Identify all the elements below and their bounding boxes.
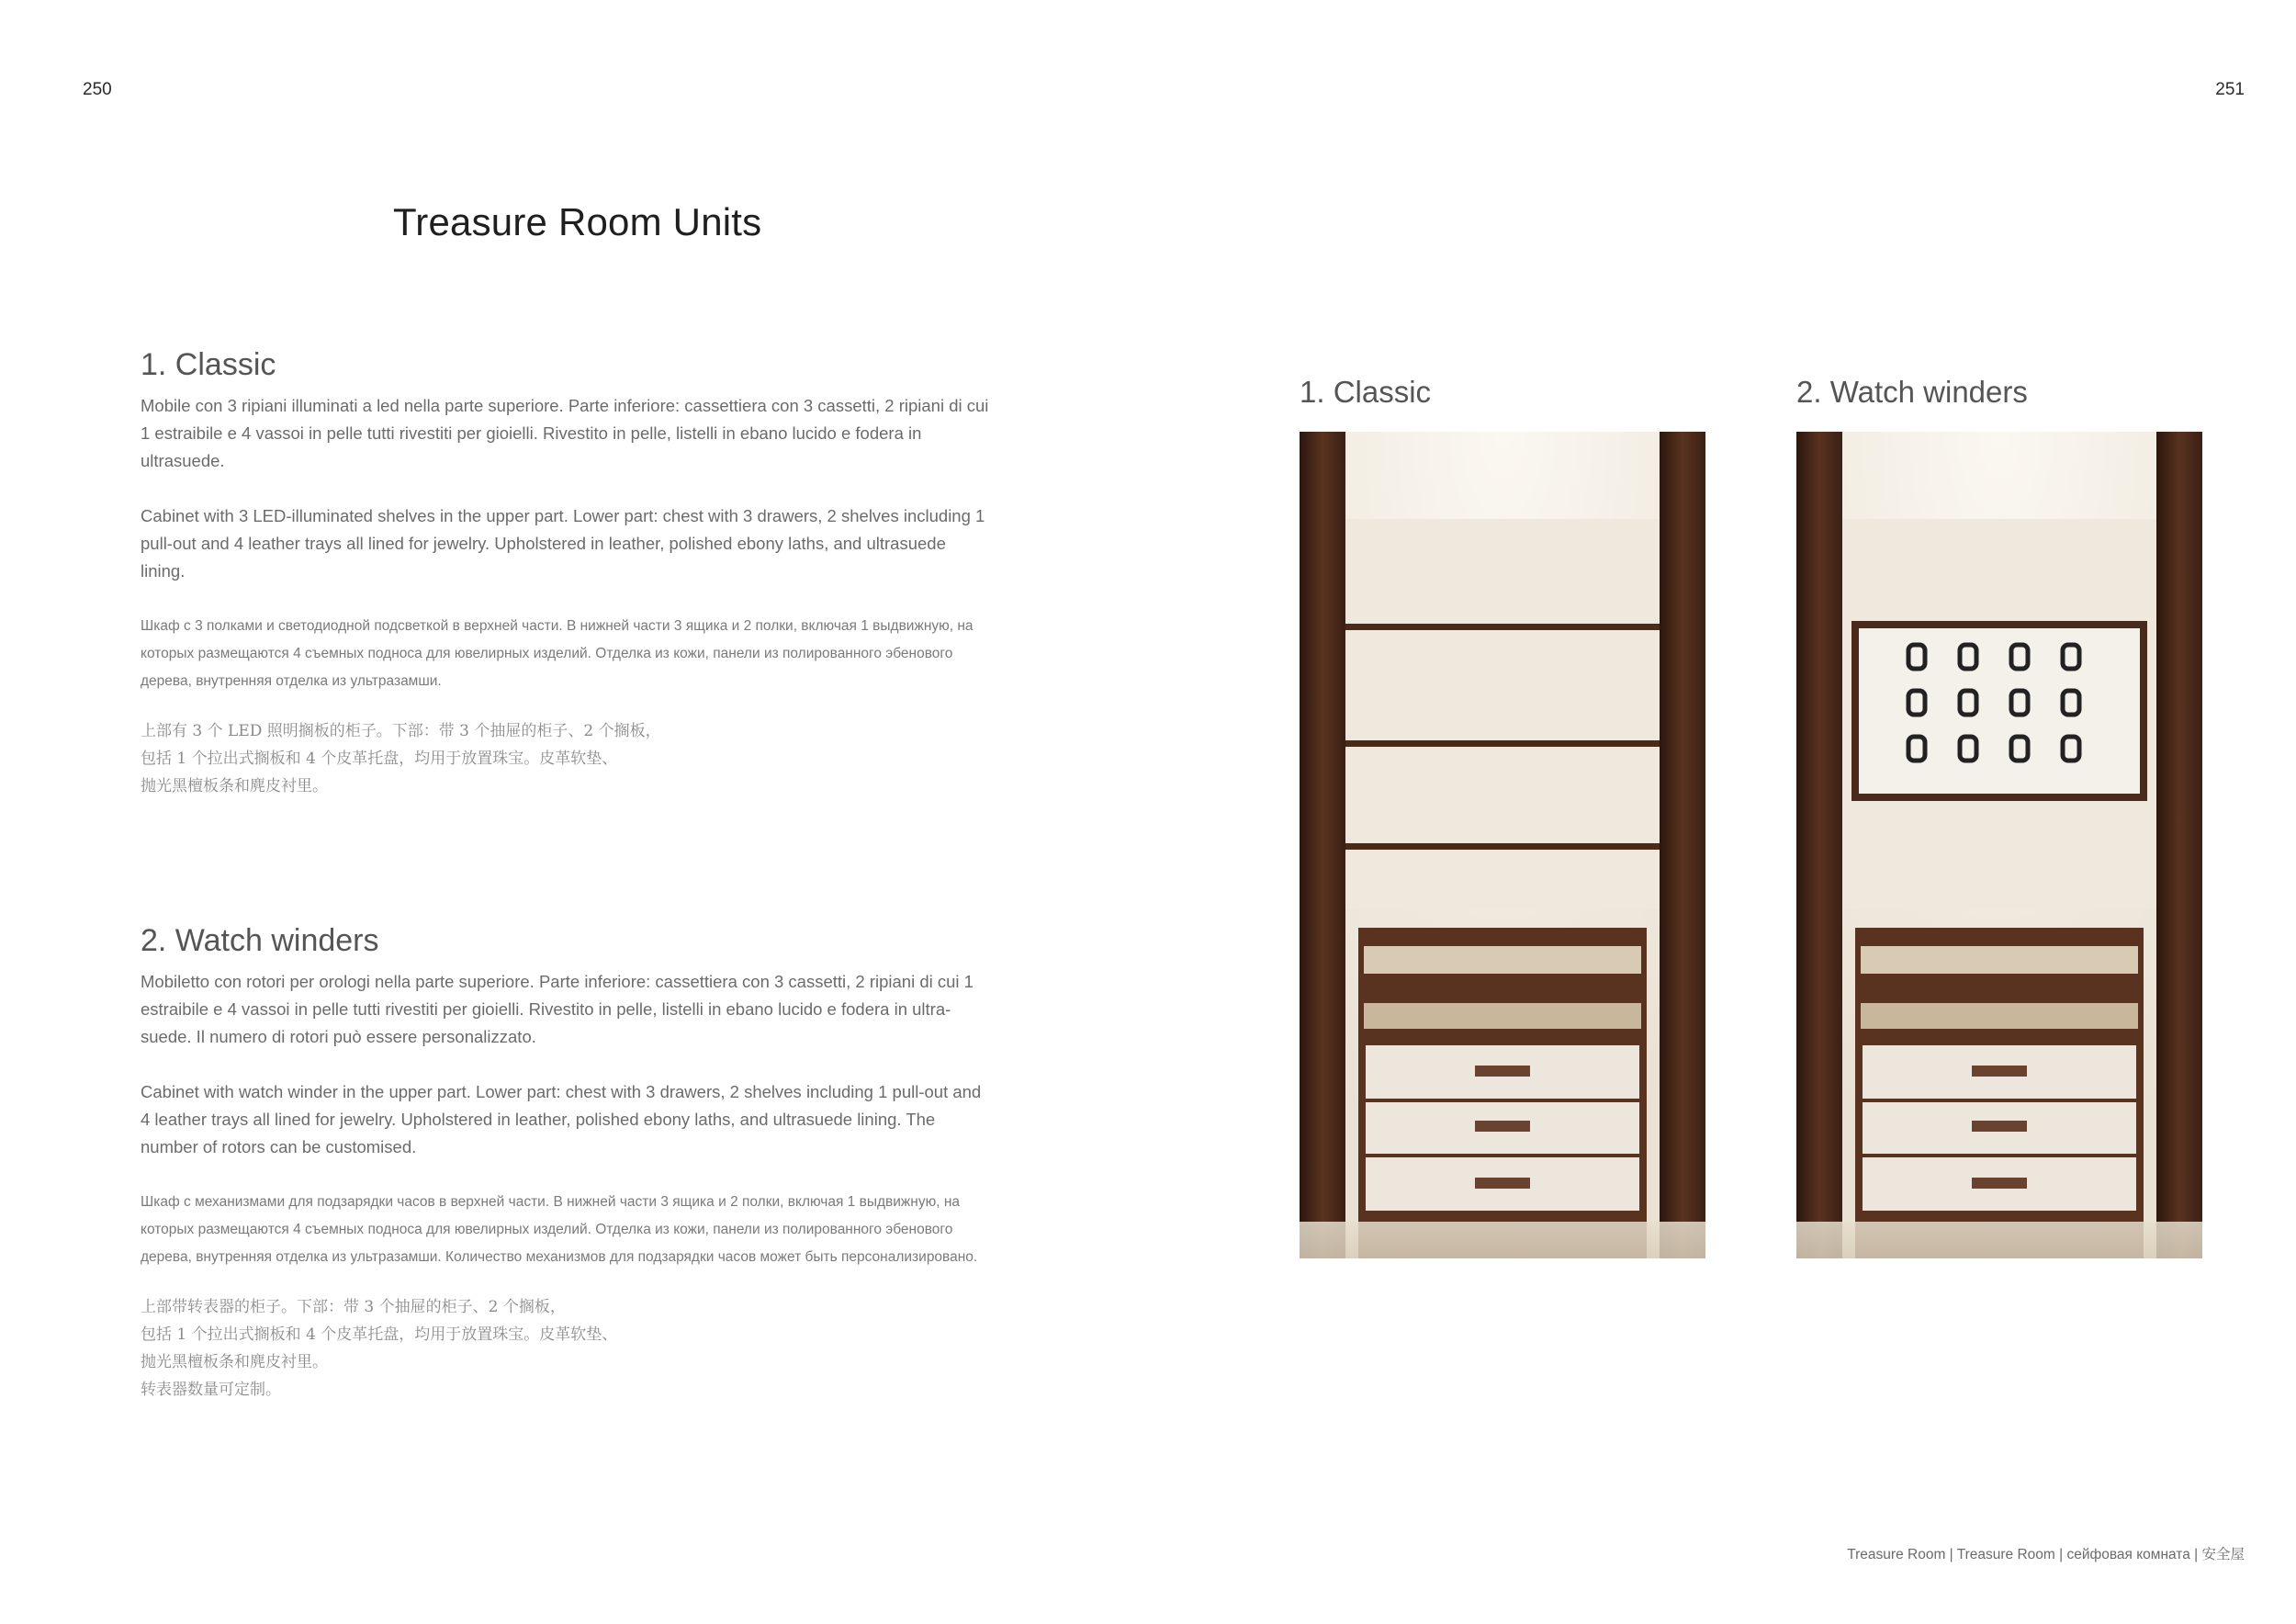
shelf <box>1345 740 1660 747</box>
ebony-side-panel <box>2156 432 2202 1258</box>
section-heading: 2. Watch winders <box>141 923 379 958</box>
shelf <box>1345 843 1660 850</box>
section-watch-winders <box>141 923 995 1431</box>
ebony-side-panel <box>1796 432 1842 1258</box>
description-italian: Mobile con 3 ripiani illuminati a led nella parte superiore. Parte inferiore: cassettiera con 3 cassetti, 2 ripiani di cui 1 estraibile e 4 vassoi in pelle tutti rivestiti per gioielli. Rivestito in pelle, listelli in ebano lucido e fodera in ultrasuede. <box>141 396 989 470</box>
page-number-left: 250 <box>83 80 112 99</box>
description-english: Cabinet with 3 LED-illuminated shelves in the upper part. Lower part: chest with 3 drawers, 2 shelves including 1 pull-out and 4 leather trays all lined for jewelry. Upholstered in leather, polished ebony laths, and ultrasuede lining. <box>141 506 985 581</box>
description-chinese: 上部带转表器的柜子。下部：带 3 个抽屉的柜子、2 个搁板， 包括 1 个拉出式搁板和 4 个皮革托盘，均用于放置珠宝。皮革软垫、 抛光黑檀板条和麂皮衬里。 转表器数量可定制。 <box>141 1298 618 1399</box>
ebony-side-panel <box>1300 432 1345 1258</box>
description-chinese: 上部有 3 个 LED 照明搁板的柜子。下部：带 3 个抽屉的柜子、2 个搁板， 包括 1 个拉出式搁板和 4 个皮革托盘，均用于放置珠宝。皮革软垫、 抛光黑檀板条和麂皮衬里。 <box>141 722 661 795</box>
description-russian: Шкаф с механизмами для подзарядки часов в верхней части. В нижней части 3 ящика и 2 полки, включая 1 выдвижную, на которых размещаются 4 съемных подноса для ювелирных изделий. Отделка из кожи, панели из полированного эбенового дерева, внутренняя отделка из ультразамши. Количество механизмов для подзарядки часов может быть персонализировано. <box>141 1194 978 1265</box>
section-classic <box>141 347 995 828</box>
footer-section-label: Treasure Room | Treasure Room | сейфовая комната | 安全屋 <box>1847 1547 2245 1562</box>
drawer-handle <box>1972 1178 2027 1189</box>
drawer-handle <box>1972 1121 2027 1132</box>
shelf <box>1345 624 1660 630</box>
classic-cabinet-image <box>1300 432 1705 1258</box>
page-number-right: 251 <box>2215 80 2245 99</box>
section-heading: 1. Classic <box>141 347 276 382</box>
quilted-back-panel <box>1345 519 1660 909</box>
ebony-side-panel <box>1660 432 1705 1258</box>
description-english: Cabinet with watch winder in the upper part. Lower part: chest with 3 drawers, 2 shelves including 1 pull-out and 4 leather trays all lined for jewelry. Upholstered in leather, polished ebony laths, and ultrasuede lining. The number of rotors can be customised. <box>141 1082 982 1156</box>
description-russian: Шкаф с 3 полками и светодиодной подсветкой в верхней части. В нижней части 3 ящика и 2 полки, включая 1 выдвижную, на которых размещаются 4 съемных подноса для ювелирных изделий. Отделка из кожи, панели из полированного эбенового дерева, внутренняя отделка из ультразамши. <box>141 618 974 689</box>
page-title: Treasure Room Units <box>393 200 762 243</box>
image-caption-classic: 1. Classic <box>1300 375 1432 409</box>
watch-winders-cabinet-image <box>1796 432 2202 1258</box>
description-italian: Mobiletto con rotori per orologi nella parte superiore. Parte inferiore: cassettiera con 3 cassetti, 2 ripiani di cui 1 estraibile e 4 vassoi in pelle tutti rivestiti per gioielli. Rivestito in pelle, listelli in ebano lucido e fodera in ultra-suede. Il numero di rotori può essere personalizzato. <box>141 972 974 1046</box>
image-caption-watch-winders: 2. Watch winders <box>1796 375 2028 409</box>
drawer-handle <box>1475 1066 1530 1077</box>
drawer-handle <box>1972 1066 2027 1077</box>
drawer-handle <box>1475 1178 1530 1189</box>
drawer-handle <box>1475 1121 1530 1132</box>
